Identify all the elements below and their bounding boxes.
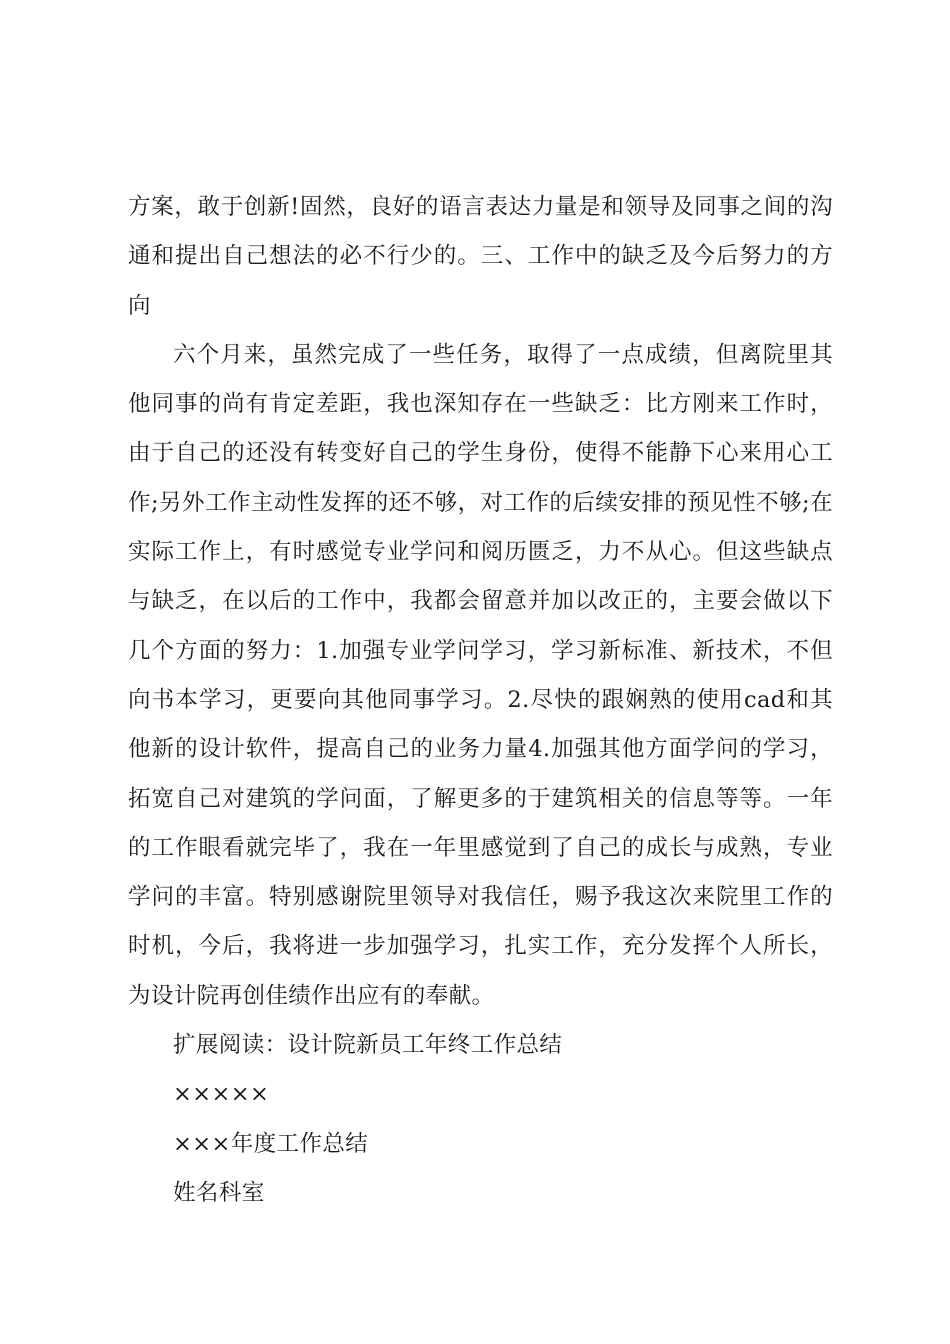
extended-reading-heading: 扩展阅读：设计院新员工年终工作总结	[173, 1032, 563, 1059]
paragraph-text: 六个月来，虽然完成了一些任务，取得了一点成绩，但离院里其他同事的尚有肯定差距，我也深知存在一些缺乏：比方刚来工作时，由于自己的还没有转变好自己的学生身份，使得不能静下心来用心工作;另外工作主动性发挥的还不够，对工作的后续安排的预见性不够;在实际工作上，有时感觉专业学问和阅历匮乏，力不从心。但这些缺点与缺乏，在以后的工作中，我都会留意并加以改正的，主要会做以下几个方面的努力：1.加强专业学问学习，学习新标准、新技术，不但向书本学习，更要向其他同事学习。2.尽快的跟娴熟的使用cad和其他新的设计软件，提高自己的业务力量4.加强其他方面学问的学习，拓宽自己对建筑的学问面，了解更多的于建筑相关的信息等等。一年的工作眼看就完毕了，我在一年里感觉到了自己的成长与成熟，专业学问的丰富。特别感谢院里领导对我信任，赐予我这次来院里工作的时机，今后，我将进一步加强学习，扎实工作，充分发挥个人所长，为设计院再创佳绩作出应有的奉献。	[128, 341, 833, 1009]
name-department-line: 姓名科室	[173, 1179, 265, 1206]
annual-summary-title: ×××年度工作总结	[173, 1130, 369, 1157]
paragraph-text: 方案，敢于创新!固然，良好的语言表达力量是和领导及同事之间的沟通和提出自己想法的必不行少的。三、工作中的缺乏及今后努力的方向	[128, 194, 833, 319]
placeholder-line: ×××××	[173, 1081, 270, 1108]
document-body	[128, 183, 833, 1218]
